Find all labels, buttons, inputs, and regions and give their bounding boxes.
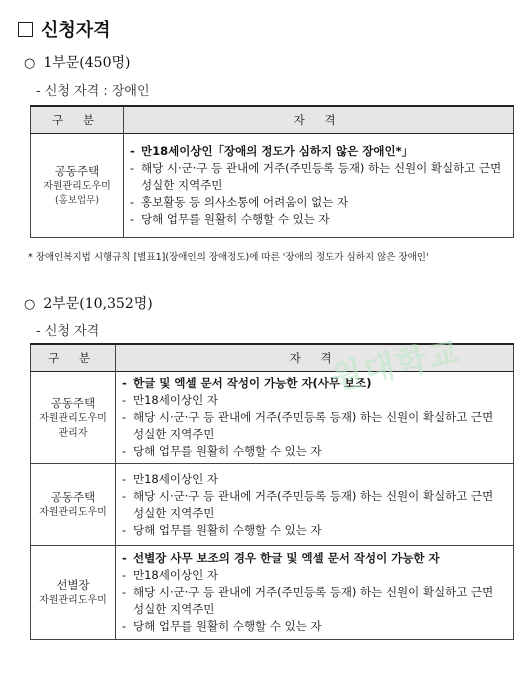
footnote: * 장애인복지법 시행규칙 [별표1](장애인의 장애정도)에 따른 '장애의 정도가 심하지 않은 장애인' [28,252,429,263]
qualification-item: - 당해 업무를 원활히 수행할 수 있는 자 [122,443,507,460]
qualification-item: - 당해 업무를 원활히 수행할 수 있는 자 [122,522,507,539]
qualification-cell [116,546,514,640]
section1-heading-text: 1부문(450명) [43,55,131,71]
qualification-cell [116,372,514,464]
qualification-item: - 해당 시·군·구 등 관내에 거주(주민등록 등재) 하는 신원이 확실하고 근면 성실한 지역주민 [122,584,507,618]
section1-subheading: - 신청 자격 : 장애인 [36,84,150,99]
page-title [18,16,111,42]
table-header-row [31,106,514,134]
qualification-item: - 한글 및 엑셀 문서 작성이 가능한 자(사무 보조) [122,375,507,392]
qualification-cell [124,134,514,238]
category-line: 관리자 [58,427,88,439]
qualification-item: - 선별장 사무 보조의 경우 한글 및 엑셀 문서 작성이 가능한 자 [122,550,507,567]
section1-table [30,105,514,238]
category-line: 공동주택 [54,164,100,178]
qualification-item: - 당해 업무를 원활히 수행할 수 있는 자 [130,211,507,228]
qualification-item: - 해당 시·군·구 등 관내에 거주(주민등록 등재) 하는 신원이 확실하고 근면 성실한 지역주민 [122,488,507,522]
category-cell [31,134,124,238]
category-cell [31,464,116,546]
category-line: 자원관리도우미 [39,595,107,606]
table-row [31,134,514,238]
qualification-item: - 만18세이상인「장애의 정도가 심하지 않은 장애인*」 [130,143,507,160]
category-cell [31,372,116,464]
table-row [31,372,514,464]
category-line: 공동주택 [50,395,96,410]
category-line: 자원관리도우미 [39,412,107,424]
category-line: 자원관리도우미 [39,507,107,518]
section2-subheading: - 신청 자격 [36,324,100,339]
category-cell [31,546,116,640]
category-line: 선별장 [56,578,90,592]
watermark: 원대학교 [327,332,465,398]
qualification-item: - 만18세이상인 자 [122,471,507,488]
category-line: (홍보업무) [54,195,100,206]
section2-heading-text: 2부문(10,352명) [43,296,153,312]
section2-table [30,343,514,640]
category-line: 자원관리도우미 [43,181,111,192]
section1-heading [24,52,130,72]
circle-bullet-icon: ○ [24,297,36,312]
table-row [31,464,514,546]
qualification-item: - 해당 시·군·구 등 관내에 거주(주민등록 등재) 하는 신원이 확실하고 근면 성실한 지역주민 [122,409,507,443]
circle-bullet-icon: ○ [24,56,36,71]
qualification-item: - 당해 업무를 원활히 수행할 수 있는 자 [122,618,507,635]
checkbox-icon [18,22,33,37]
header-category: 구 분 [31,344,116,372]
table-row [31,546,514,640]
header-qualification: 자 격 [124,106,514,134]
category-line: 공동주택 [50,490,96,504]
qualification-cell [116,464,514,546]
section2-heading [24,293,153,313]
qualification-item: - 만18세이상인 자 [122,567,507,584]
page-title-text: 신청자격 [41,20,111,41]
qualification-item: - 해당 시·군·구 등 관내에 거주(주민등록 등재) 하는 신원이 확실하고 근면 성실한 지역주민 [130,160,507,194]
header-qualification: 자 격 [116,344,514,372]
qualification-item: - 홍보활동 등 의사소통에 어려움이 없는 자 [130,194,507,211]
header-category: 구 분 [31,106,124,134]
qualification-item: - 만18세이상인 자 [122,392,507,409]
